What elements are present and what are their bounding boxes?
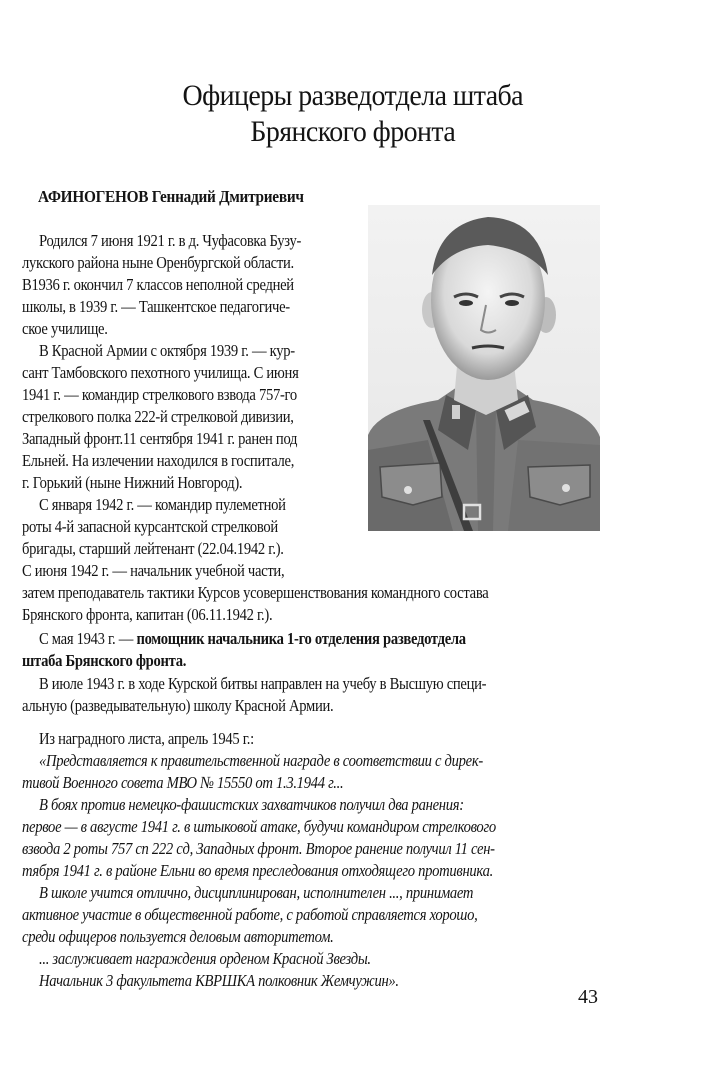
award-quote-line: взвода 2 роты 757 сп 222 сд, Западных фронт. Второе ранение получил 11 сен- [22, 839, 495, 858]
bio-line: Родился 7 июня 1921 г. в д. Чуфасовка Бузу- [39, 231, 302, 250]
award-quote-line: ... заслуживает награждения орденом Красной Звезды. [39, 949, 371, 968]
bio-line: школы, в 1939 г. — Ташкентское педагогиче- [22, 297, 290, 316]
bio-line: затем преподаватель тактики Курсов усовершенствования командного состава [22, 583, 489, 602]
award-quote-line: тивой Военного совета МВО № 15550 от 1.3.1944 г... [22, 773, 344, 792]
july-1943-line: альную (разведывательную) школу Красной Армии. [22, 696, 334, 715]
page-title-line-1: Офицеры разведотдела штаба [182, 79, 524, 112]
may-1943-position-cont: штаба Брянского фронта. [22, 651, 187, 670]
award-quote-line: В школе учится отлично, дисциплинирован, исполнителен ..., принимает [39, 883, 474, 902]
portrait-photo [368, 205, 600, 531]
may-1943-position: помощник начальника 1-го отделения разведотдела [136, 629, 466, 648]
bio-line: лукского района ныне Оренбургской области. [22, 253, 294, 272]
portrait-photo-icon [368, 205, 600, 531]
page-title-line-2: Брянского фронта [250, 115, 456, 148]
bio-line: стрелкового полка 222-й стрелковой дивизии, [22, 407, 294, 426]
bio-line: Ельней. На излечении находился в госпитале, [22, 451, 295, 470]
award-quote-line: среди офицеров пользуется деловым авторитетом. [22, 927, 334, 946]
bio-line: сант Тамбовского пехотного училища. С июня [22, 363, 299, 382]
award-quote-line: первое — в августе 1941 г. в штыковой атаке, будучи командиром стрелкового [22, 817, 496, 836]
award-intro: Из наградного листа, апрель 1945 г.: [39, 729, 254, 748]
bio-line: С июня 1942 г. — начальник учебной части, [22, 561, 285, 580]
bio-line: С января 1942 г. — командир пулеметной [39, 495, 286, 514]
page-title [23, 78, 682, 150]
person-name-heading: АФИНОГЕНОВ Геннадий Дмитриевич [38, 187, 304, 206]
award-quote-line: Начальник 3 факультета КВРШКА полковник Жемчужин». [39, 971, 399, 990]
bio-line: роты 4-й запасной курсантской стрелковой [22, 517, 278, 536]
award-quote-line: В боях против немецко-фашистских захватчиков получил два ранения: [39, 795, 464, 814]
award-quote-line: «Представляется к правительственной награде в соответствии с дирек- [39, 751, 483, 770]
july-1943-line: В июле 1943 г. в ходе Курской битвы направлен на учебу в Высшую специ- [39, 674, 487, 693]
bio-line: Западный фронт.11 сентября 1941 г. ранен под [22, 429, 298, 448]
bio-line: В1936 г. окончил 7 классов неполной средней [22, 275, 294, 294]
bio-line: В Красной Армии с октября 1939 г. — кур- [39, 341, 295, 360]
award-quote-line: активное участие в общественной работе, с работой справляется хорошо, [22, 905, 478, 924]
bio-line: ское училище. [22, 319, 108, 338]
bio-line: бригады, старший лейтенант (22.04.1942 г.). [22, 539, 284, 558]
bio-line: г. Горький (ныне Нижний Новгород). [22, 473, 243, 492]
bio-line: Брянского фронта, капитан (06.11.1942 г.). [22, 605, 273, 624]
award-quote-line: тября 1941 г. в районе Ельни во время преследования отходящего противника. [22, 861, 493, 880]
may-1943-line [39, 628, 466, 650]
page-number: 43 [578, 986, 598, 1008]
bio-line: 1941 г. — командир стрелкового взвода 757-го [22, 385, 297, 404]
may-1943-prefix: С мая 1943 г. — [39, 629, 137, 648]
